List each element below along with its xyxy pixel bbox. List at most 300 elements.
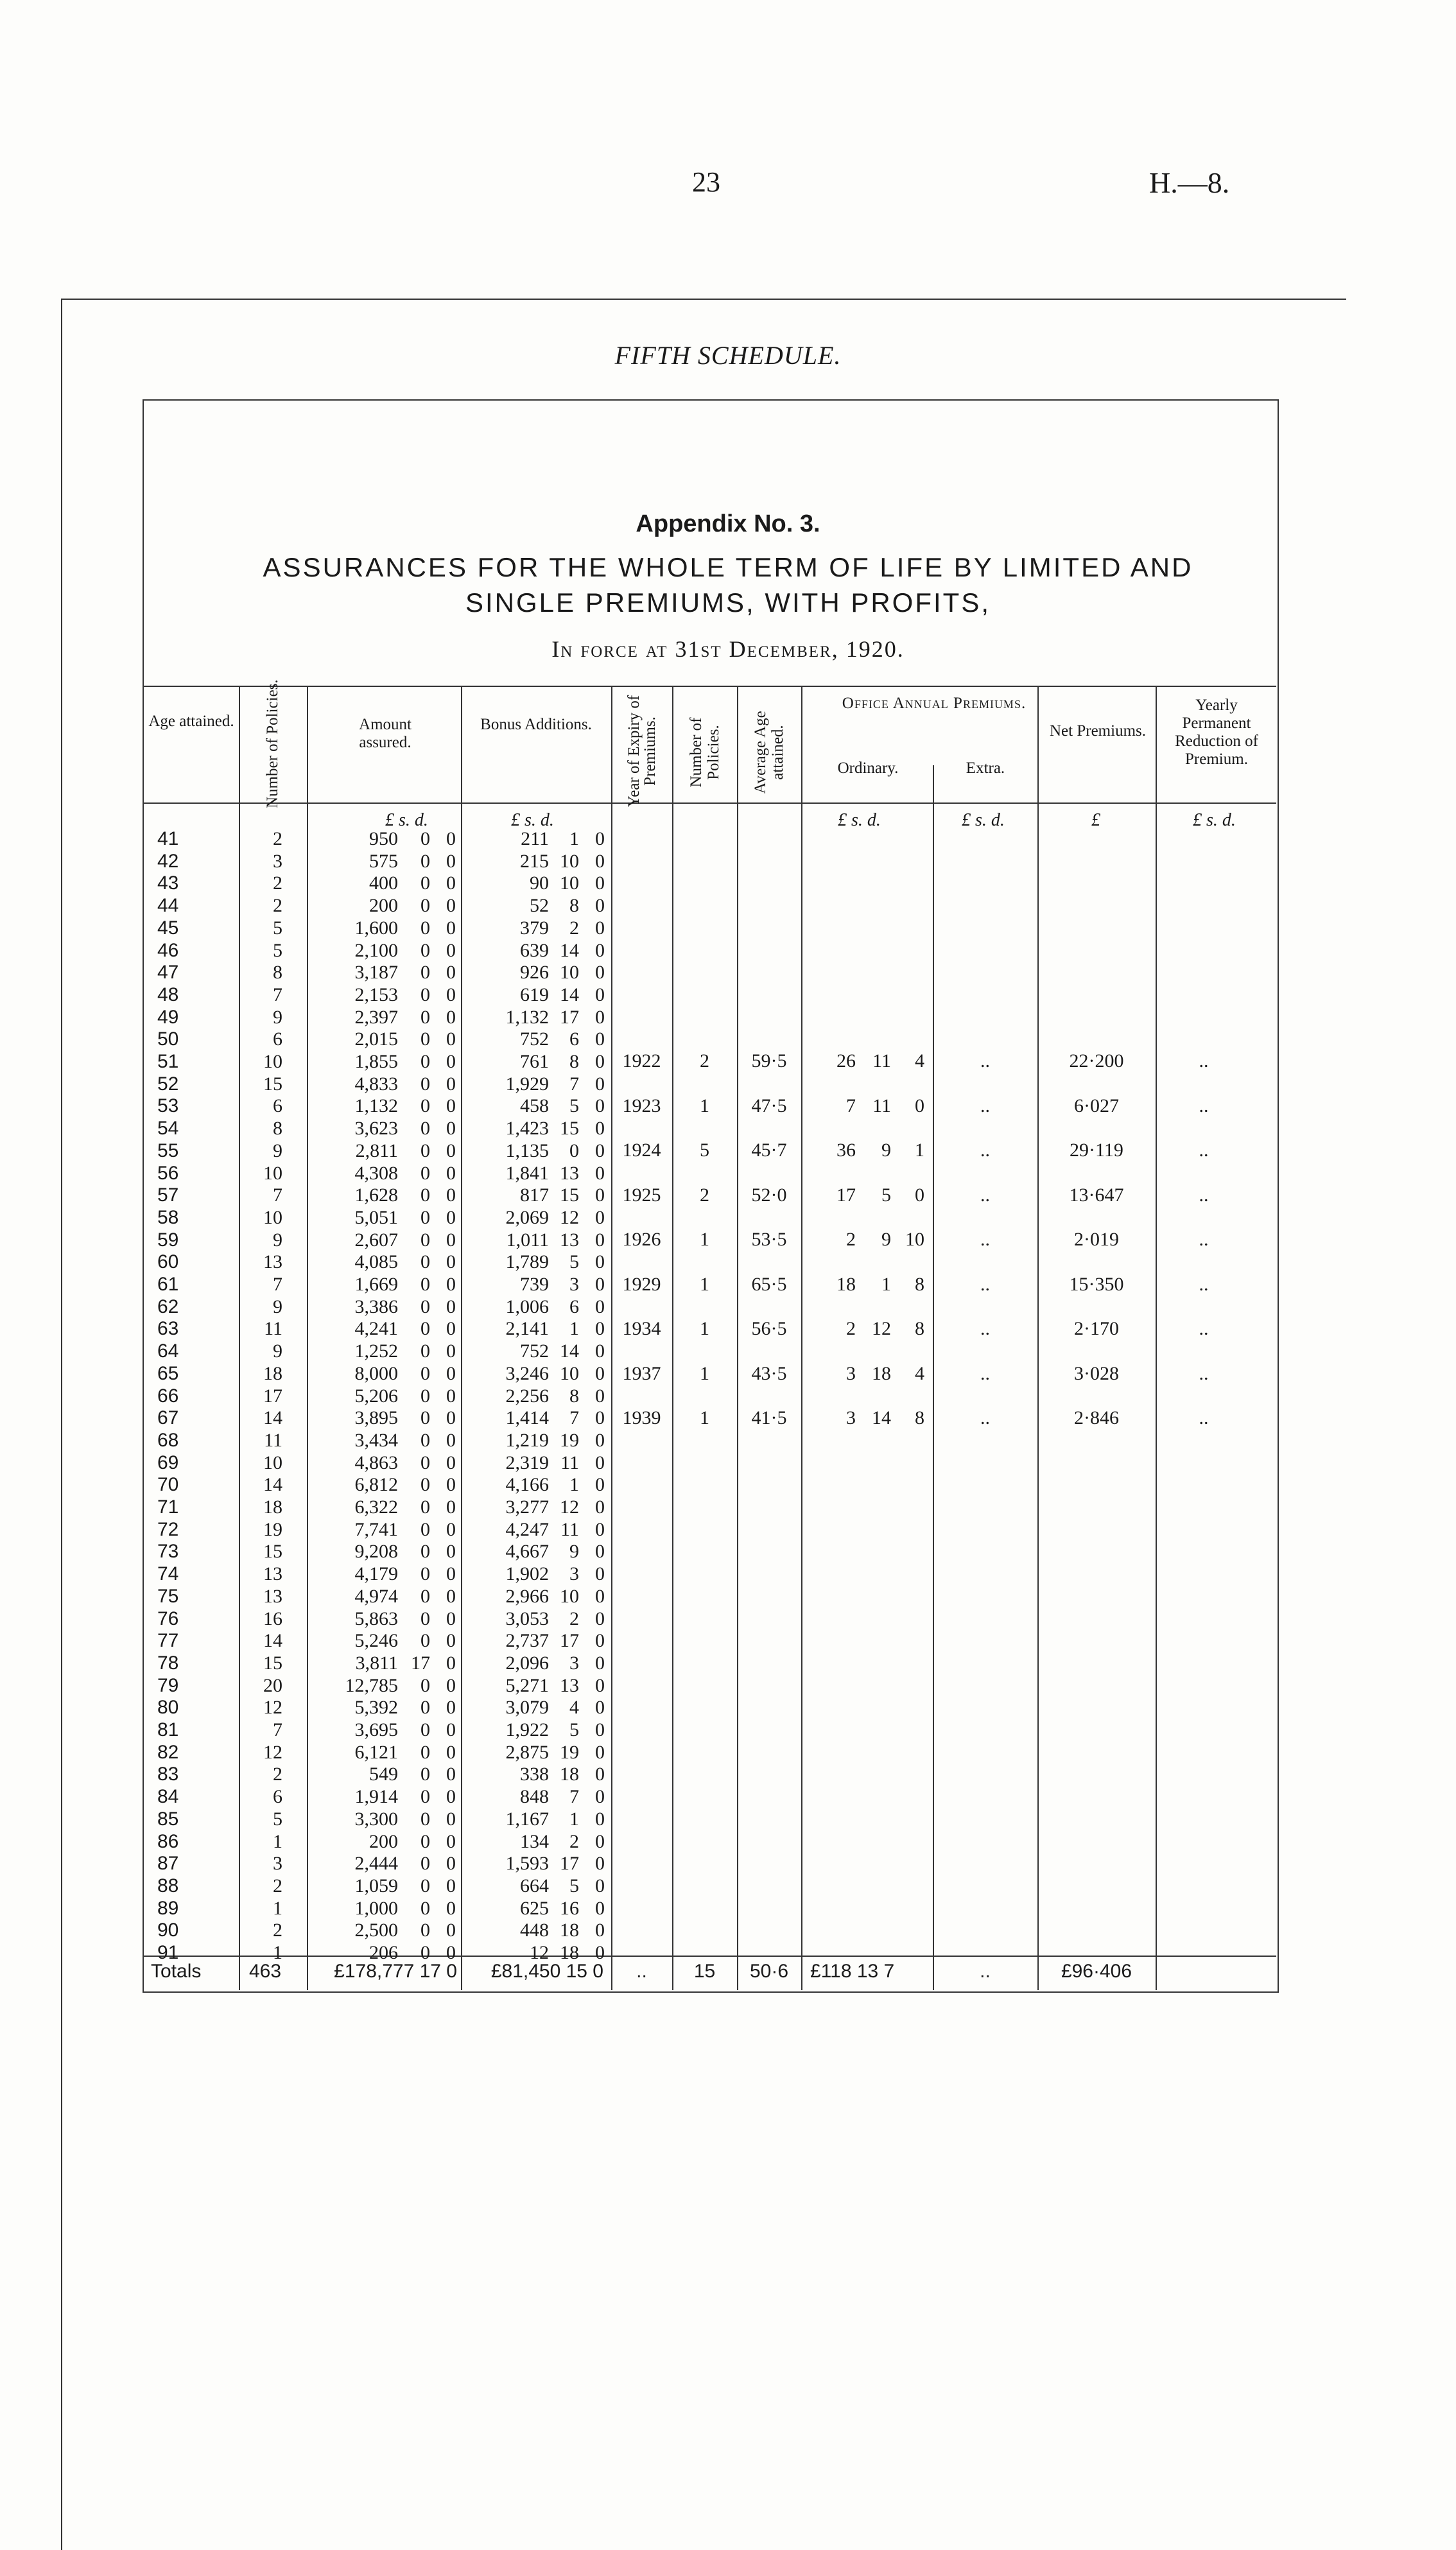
- row-num-policies: 1: [273, 1831, 282, 1852]
- row-bonus-pence: 0: [595, 1608, 605, 1629]
- header-age: Age attained.: [148, 713, 234, 730]
- row-bonus-pounds: 817: [520, 1184, 549, 1206]
- row-amount-shillings: 0: [420, 1184, 430, 1206]
- row-bonus-shillings: 18: [560, 1942, 579, 1963]
- row-bonus-pounds: 2,966: [505, 1586, 549, 1607]
- row-amount-pence: 0: [446, 1184, 456, 1206]
- row-amount-pounds: 3,300: [354, 1808, 398, 1830]
- row-amount-pence: 0: [446, 1808, 456, 1830]
- limited-num-policies: 2: [700, 1184, 709, 1206]
- row-age: 60: [157, 1251, 179, 1272]
- row-num-policies: 3: [273, 851, 282, 872]
- row-bonus-pence: 0: [595, 1875, 605, 1896]
- limited-ordinary-shillings: 11: [872, 1050, 891, 1071]
- row-bonus-pounds: 1,167: [505, 1808, 549, 1830]
- row-age: 44: [157, 895, 179, 916]
- totals-extra: ..: [980, 1961, 991, 1982]
- row-amount-pence: 0: [446, 1519, 456, 1540]
- row-amount-pounds: 1,000: [354, 1898, 398, 1919]
- limited-net-premium: 22·200: [1069, 1050, 1124, 1071]
- totals-label: Totals: [151, 1961, 202, 1982]
- row-num-policies: 13: [263, 1563, 282, 1584]
- row-amount-pounds: 4,085: [354, 1251, 398, 1272]
- row-amount-shillings: 0: [420, 1474, 430, 1495]
- row-amount-pounds: 2,811: [355, 1140, 398, 1161]
- row-amount-pence: 0: [446, 1742, 456, 1763]
- row-age: 90: [157, 1920, 179, 1941]
- limited-year: 1934: [622, 1318, 661, 1339]
- row-amount-pence: 0: [446, 1831, 456, 1852]
- row-bonus-pence: 0: [595, 1563, 605, 1584]
- page-reference: H.—8.: [1149, 166, 1230, 199]
- row-num-policies: 9: [273, 1229, 282, 1251]
- row-bonus-pence: 0: [595, 1430, 605, 1451]
- row-bonus-pence: 0: [595, 1630, 605, 1651]
- unit-bonus: £ s. d.: [511, 810, 554, 830]
- row-bonus-pounds: 739: [520, 1274, 549, 1295]
- row-amount-shillings: 0: [420, 1229, 430, 1251]
- row-amount-pounds: 2,500: [354, 1920, 398, 1941]
- row-bonus-pounds: 619: [520, 984, 549, 1005]
- row-amount-shillings: 0: [420, 962, 430, 983]
- row-age: 63: [157, 1318, 179, 1339]
- row-num-policies: 2: [273, 828, 282, 849]
- row-age: 50: [157, 1028, 179, 1050]
- row-amount-pounds: 1,059: [354, 1875, 398, 1896]
- row-bonus-pounds: 448: [520, 1920, 549, 1941]
- row-amount-pence: 0: [446, 1296, 456, 1317]
- row-bonus-pence: 0: [595, 1652, 605, 1674]
- row-amount-shillings: 0: [420, 917, 430, 939]
- row-num-policies: 2: [273, 1764, 282, 1785]
- table-top-rule: [143, 686, 1276, 687]
- row-amount-pence: 0: [446, 1630, 456, 1651]
- row-amount-pence: 0: [446, 917, 456, 939]
- row-bonus-pounds: 5,271: [505, 1675, 549, 1696]
- row-num-policies: 5: [273, 940, 282, 961]
- row-bonus-pounds: 3,079: [505, 1697, 549, 1718]
- row-bonus-shillings: 12: [560, 1496, 579, 1518]
- row-bonus-pence: 0: [595, 1764, 605, 1785]
- limited-ordinary-pence: 8: [915, 1407, 924, 1428]
- limited-ordinary-shillings: 14: [872, 1407, 891, 1428]
- limited-ordinary-pounds: 36: [836, 1140, 856, 1161]
- row-num-policies: 10: [263, 1163, 282, 1184]
- row-bonus-shillings: 11: [560, 1519, 579, 1540]
- page-number: 23: [692, 166, 720, 198]
- limited-num-policies: 5: [700, 1140, 709, 1161]
- row-amount-pounds: 1,914: [354, 1786, 398, 1807]
- row-num-policies: 14: [263, 1407, 282, 1428]
- row-age: 56: [157, 1163, 179, 1184]
- limited-year: 1926: [622, 1229, 661, 1250]
- row-amount-shillings: 0: [420, 895, 430, 916]
- row-num-policies: 16: [263, 1608, 282, 1629]
- row-amount-pounds: 8,000: [354, 1363, 398, 1384]
- row-bonus-pounds: 1,011: [506, 1229, 549, 1251]
- row-age: 53: [157, 1095, 179, 1116]
- row-bonus-pence: 0: [595, 872, 605, 894]
- row-bonus-pence: 0: [595, 917, 605, 939]
- row-amount-pounds: 2,444: [354, 1853, 398, 1874]
- row-bonus-pence: 0: [595, 1697, 605, 1718]
- row-bonus-shillings: 19: [560, 1430, 579, 1451]
- header-office-premiums: Office Annual Premiums.: [842, 695, 1027, 712]
- row-amount-shillings: 0: [420, 1786, 430, 1807]
- row-num-policies: 14: [263, 1474, 282, 1495]
- row-age: 85: [157, 1808, 179, 1830]
- row-bonus-pence: 0: [595, 1942, 605, 1963]
- row-bonus-pounds: 2,069: [505, 1207, 549, 1228]
- row-bonus-pounds: 2,256: [505, 1385, 549, 1407]
- row-bonus-pounds: 3,246: [505, 1363, 549, 1384]
- appendix-heading: Appendix No. 3.: [636, 510, 820, 537]
- limited-extra: ..: [980, 1318, 990, 1339]
- row-num-policies: 14: [263, 1630, 282, 1651]
- row-age: 91: [157, 1942, 179, 1963]
- row-num-policies: 18: [263, 1496, 282, 1518]
- row-age: 61: [157, 1274, 179, 1295]
- row-amount-pence: 0: [446, 1586, 456, 1607]
- col-rule: [461, 686, 462, 1990]
- row-bonus-pounds: 1,841: [505, 1163, 549, 1184]
- row-amount-shillings: 0: [420, 1875, 430, 1896]
- limited-ordinary-shillings: 11: [872, 1095, 891, 1116]
- row-bonus-pounds: 12: [530, 1942, 549, 1963]
- limited-reduction: ..: [1199, 1318, 1209, 1339]
- row-age: 67: [157, 1407, 179, 1428]
- limited-net-premium: 29·119: [1070, 1140, 1123, 1161]
- row-amount-pence: 0: [446, 1675, 456, 1696]
- row-amount-pounds: 9,208: [354, 1541, 398, 1562]
- row-bonus-pence: 0: [595, 1363, 605, 1384]
- row-amount-shillings: 0: [420, 1340, 430, 1362]
- row-amount-pence: 0: [446, 1140, 456, 1161]
- row-amount-pence: 0: [446, 1898, 456, 1919]
- row-bonus-shillings: 19: [560, 1742, 579, 1763]
- row-num-policies: 19: [263, 1519, 282, 1540]
- row-amount-pounds: 2,100: [354, 940, 398, 961]
- limited-reduction: ..: [1199, 1095, 1209, 1116]
- row-amount-shillings: 0: [420, 1586, 430, 1607]
- limited-avg-age: 52·0: [751, 1184, 787, 1206]
- unit-extra: £ s. d.: [962, 810, 1005, 830]
- row-amount-pence: 0: [446, 872, 456, 894]
- row-amount-pence: 0: [446, 940, 456, 961]
- row-bonus-shillings: 3: [569, 1563, 579, 1584]
- row-amount-pence: 0: [446, 1541, 456, 1562]
- row-bonus-shillings: 18: [560, 1920, 579, 1941]
- row-bonus-pence: 0: [595, 1853, 605, 1874]
- limited-net-premium: 6·027: [1074, 1095, 1119, 1116]
- limited-ordinary-shillings: 5: [881, 1184, 891, 1206]
- row-bonus-pounds: 338: [520, 1764, 549, 1785]
- row-num-policies: 7: [273, 984, 282, 1005]
- row-amount-pounds: 3,434: [354, 1430, 398, 1451]
- row-age: 81: [157, 1719, 179, 1740]
- row-bonus-pence: 0: [595, 828, 605, 849]
- row-age: 78: [157, 1652, 179, 1674]
- limited-avg-age: 47·5: [751, 1095, 787, 1116]
- row-num-policies: 7: [273, 1274, 282, 1295]
- limited-ordinary-pounds: 18: [836, 1274, 856, 1295]
- row-bonus-shillings: 7: [569, 1073, 579, 1095]
- totals-year: ..: [636, 1961, 647, 1982]
- limited-reduction: ..: [1199, 1274, 1209, 1295]
- row-age: 66: [157, 1385, 179, 1407]
- row-num-policies: 8: [273, 962, 282, 983]
- row-bonus-shillings: 7: [569, 1407, 579, 1428]
- limited-ordinary-pounds: 2: [846, 1229, 856, 1250]
- totals-net: £96·406: [1061, 1961, 1132, 1982]
- row-bonus-pence: 0: [595, 1296, 605, 1317]
- row-age: 68: [157, 1430, 179, 1451]
- limited-extra: ..: [980, 1229, 990, 1250]
- row-bonus-pounds: 3,053: [505, 1608, 549, 1629]
- row-bonus-pounds: 4,667: [505, 1541, 549, 1562]
- row-amount-pounds: 2,397: [354, 1007, 398, 1028]
- row-age: 47: [157, 962, 179, 983]
- header-avg-age: Average Age attained.: [752, 711, 786, 794]
- row-amount-pence: 0: [446, 1229, 456, 1251]
- row-bonus-shillings: 6: [569, 1296, 579, 1317]
- row-amount-shillings: 0: [420, 851, 430, 872]
- row-age: 45: [157, 917, 179, 939]
- row-bonus-pence: 0: [595, 1675, 605, 1696]
- header-bonus: Bonus Additions.: [480, 716, 592, 733]
- row-amount-pence: 0: [446, 1318, 456, 1339]
- limited-num-policies: 1: [700, 1274, 709, 1295]
- row-bonus-pence: 0: [595, 1496, 605, 1518]
- header-year-expiry: Year of Expiry of Premiums.: [625, 695, 659, 808]
- row-amount-shillings: 0: [420, 1163, 430, 1184]
- limited-reduction: ..: [1199, 1363, 1209, 1384]
- limited-year: 1929: [622, 1274, 661, 1295]
- row-bonus-pence: 0: [595, 1452, 605, 1473]
- row-amount-pence: 0: [446, 1407, 456, 1428]
- row-amount-pence: 0: [446, 1028, 456, 1050]
- row-bonus-shillings: 15: [560, 1184, 579, 1206]
- limited-ordinary-pounds: 7: [846, 1095, 856, 1116]
- limited-extra: ..: [980, 1050, 990, 1071]
- unit-ordinary: £ s. d.: [838, 810, 881, 830]
- row-age: 69: [157, 1452, 179, 1473]
- limited-ordinary-pence: 4: [915, 1363, 924, 1384]
- row-bonus-pence: 0: [595, 1229, 605, 1251]
- row-bonus-shillings: 9: [569, 1541, 579, 1562]
- row-amount-shillings: 0: [420, 1385, 430, 1407]
- row-amount-shillings: 0: [420, 1007, 430, 1028]
- row-num-policies: 6: [273, 1095, 282, 1116]
- row-num-policies: 3: [273, 1853, 282, 1874]
- row-amount-shillings: 0: [420, 1808, 430, 1830]
- row-age: 64: [157, 1340, 179, 1362]
- row-bonus-pounds: 1,132: [505, 1007, 549, 1028]
- row-num-policies: 20: [263, 1675, 282, 1696]
- row-num-policies: 17: [263, 1385, 282, 1407]
- row-amount-shillings: 0: [420, 1496, 430, 1518]
- limited-year: 1925: [622, 1184, 661, 1206]
- row-bonus-pence: 0: [595, 984, 605, 1005]
- row-bonus-pounds: 1,929: [505, 1073, 549, 1095]
- limited-num-policies: 2: [700, 1050, 709, 1071]
- row-bonus-pounds: 1,922: [505, 1719, 549, 1740]
- row-amount-shillings: 0: [420, 1363, 430, 1384]
- limited-net-premium: 2·846: [1074, 1407, 1119, 1428]
- row-bonus-shillings: 10: [560, 1586, 579, 1607]
- row-age: 55: [157, 1140, 179, 1161]
- row-amount-pence: 0: [446, 1051, 456, 1072]
- title-line-2: SINGLE PREMIUMS, WITH PROFITS,: [465, 587, 991, 618]
- row-bonus-pence: 0: [595, 1051, 605, 1072]
- limited-num-policies: 1: [700, 1229, 709, 1250]
- limited-ordinary-pence: 4: [915, 1050, 924, 1071]
- row-amount-shillings: 0: [420, 1942, 430, 1963]
- row-amount-pence: 0: [446, 1608, 456, 1629]
- row-bonus-shillings: 5: [569, 1719, 579, 1740]
- row-amount-pence: 0: [446, 1474, 456, 1495]
- row-bonus-pence: 0: [595, 1920, 605, 1941]
- row-age: 42: [157, 851, 179, 872]
- limited-reduction: ..: [1199, 1229, 1209, 1250]
- row-amount-shillings: 0: [420, 1608, 430, 1629]
- row-amount-shillings: 0: [420, 1541, 430, 1562]
- row-amount-pence: 0: [446, 1652, 456, 1674]
- limited-avg-age: 43·5: [751, 1363, 787, 1384]
- limited-ordinary-pounds: 3: [846, 1407, 856, 1428]
- row-bonus-shillings: 0: [569, 1140, 579, 1161]
- row-amount-shillings: 0: [420, 984, 430, 1005]
- limited-ordinary-pence: 8: [915, 1318, 924, 1339]
- row-bonus-pounds: 1,789: [505, 1251, 549, 1272]
- row-amount-shillings: 0: [420, 1051, 430, 1072]
- row-num-policies: 11: [264, 1430, 282, 1451]
- limited-avg-age: 41·5: [751, 1407, 787, 1428]
- row-amount-pounds: 1,628: [354, 1184, 398, 1206]
- row-amount-shillings: 0: [420, 1118, 430, 1139]
- row-amount-pounds: 5,206: [354, 1385, 398, 1407]
- limited-extra: ..: [980, 1184, 990, 1206]
- row-amount-pounds: 575: [369, 851, 398, 872]
- row-num-policies: 15: [263, 1652, 282, 1674]
- limited-net-premium: 2·170: [1074, 1318, 1119, 1339]
- totals-ordinary: £118 13 7: [810, 1961, 895, 1982]
- limited-num-policies: 1: [700, 1318, 709, 1339]
- row-bonus-pounds: 4,247: [505, 1519, 549, 1540]
- row-bonus-shillings: 14: [560, 940, 579, 961]
- row-bonus-pounds: 379: [520, 917, 549, 939]
- row-amount-shillings: 0: [420, 1095, 430, 1116]
- row-bonus-shillings: 2: [569, 1608, 579, 1629]
- col-rule: [801, 686, 802, 1990]
- row-amount-pounds: 206: [369, 1942, 398, 1963]
- row-amount-pence: 0: [446, 1274, 456, 1295]
- totals-avg-age: 50·6: [749, 1961, 789, 1982]
- row-amount-pounds: 3,187: [354, 962, 398, 983]
- row-bonus-pence: 0: [595, 1184, 605, 1206]
- row-amount-pence: 0: [446, 1875, 456, 1896]
- row-bonus-shillings: 13: [560, 1163, 579, 1184]
- row-amount-pounds: 1,600: [354, 917, 398, 939]
- row-amount-pence: 0: [446, 828, 456, 849]
- row-amount-shillings: 0: [420, 1853, 430, 1874]
- row-amount-pence: 0: [446, 1363, 456, 1384]
- row-amount-pounds: 5,051: [354, 1207, 398, 1228]
- row-bonus-shillings: 12: [560, 1207, 579, 1228]
- header-ordinary: Ordinary.: [837, 759, 899, 777]
- row-age: 49: [157, 1007, 179, 1028]
- limited-reduction: ..: [1199, 1407, 1209, 1428]
- unit-amount: £ s. d.: [385, 810, 428, 830]
- row-bonus-pounds: 1,902: [505, 1563, 549, 1584]
- row-bonus-pence: 0: [595, 1095, 605, 1116]
- row-bonus-pence: 0: [595, 1028, 605, 1050]
- row-bonus-shillings: 10: [560, 851, 579, 872]
- row-bonus-pence: 0: [595, 1831, 605, 1852]
- row-num-policies: 18: [263, 1363, 282, 1384]
- row-bonus-shillings: 3: [569, 1274, 579, 1295]
- row-bonus-pounds: 3,277: [505, 1496, 549, 1518]
- row-amount-pence: 0: [446, 1073, 456, 1095]
- totals-num-policies-2: 15: [693, 1961, 716, 1982]
- row-amount-pence: 0: [446, 1095, 456, 1116]
- row-bonus-pence: 0: [595, 1719, 605, 1740]
- row-num-policies: 15: [263, 1073, 282, 1095]
- row-bonus-pence: 0: [595, 1007, 605, 1028]
- row-bonus-pounds: 2,875: [505, 1742, 549, 1763]
- row-num-policies: 2: [273, 872, 282, 894]
- limited-year: 1937: [622, 1363, 661, 1384]
- row-num-policies: 5: [273, 1808, 282, 1830]
- row-bonus-pounds: 625: [520, 1898, 549, 1919]
- limited-extra: ..: [980, 1274, 990, 1295]
- limited-ordinary-pounds: 26: [836, 1050, 856, 1071]
- row-num-policies: 5: [273, 917, 282, 939]
- row-amount-pounds: 5,392: [354, 1697, 398, 1718]
- limited-net-premium: 13·647: [1069, 1184, 1124, 1206]
- row-bonus-shillings: 1: [569, 828, 579, 849]
- row-amount-pounds: 2,607: [354, 1229, 398, 1251]
- row-age: 71: [157, 1496, 179, 1518]
- row-age: 87: [157, 1853, 179, 1874]
- limited-ordinary-pounds: 17: [836, 1184, 856, 1206]
- row-amount-pounds: 950: [369, 828, 398, 849]
- row-age: 51: [157, 1051, 179, 1072]
- row-bonus-pence: 0: [595, 1742, 605, 1763]
- row-num-policies: 10: [263, 1207, 282, 1228]
- limited-ordinary-pence: 10: [905, 1229, 924, 1250]
- row-amount-shillings: 0: [420, 1675, 430, 1696]
- row-amount-shillings: 0: [420, 1920, 430, 1941]
- header-extra: Extra.: [966, 759, 1005, 777]
- row-amount-pence: 0: [446, 1920, 456, 1941]
- row-bonus-pence: 0: [595, 1808, 605, 1830]
- totals-bonus: £81,450 15 0: [490, 1961, 603, 1982]
- limited-ordinary-pence: 1: [915, 1140, 924, 1161]
- row-num-policies: 11: [264, 1318, 282, 1339]
- limited-ordinary-shillings: 9: [881, 1229, 891, 1250]
- row-num-policies: 10: [263, 1051, 282, 1072]
- row-amount-pounds: 6,812: [354, 1474, 398, 1495]
- row-bonus-pence: 0: [595, 1118, 605, 1139]
- title-line-1: ASSURANCES FOR THE WHOLE TERM OF LIFE BY LIMITED AND: [263, 552, 1193, 582]
- row-age: 62: [157, 1296, 179, 1317]
- row-bonus-pounds: 664: [520, 1875, 549, 1896]
- row-amount-pence: 0: [446, 1163, 456, 1184]
- row-amount-pounds: 200: [369, 895, 398, 916]
- row-bonus-pounds: 752: [520, 1028, 549, 1050]
- limited-net-premium: 2·019: [1074, 1229, 1119, 1250]
